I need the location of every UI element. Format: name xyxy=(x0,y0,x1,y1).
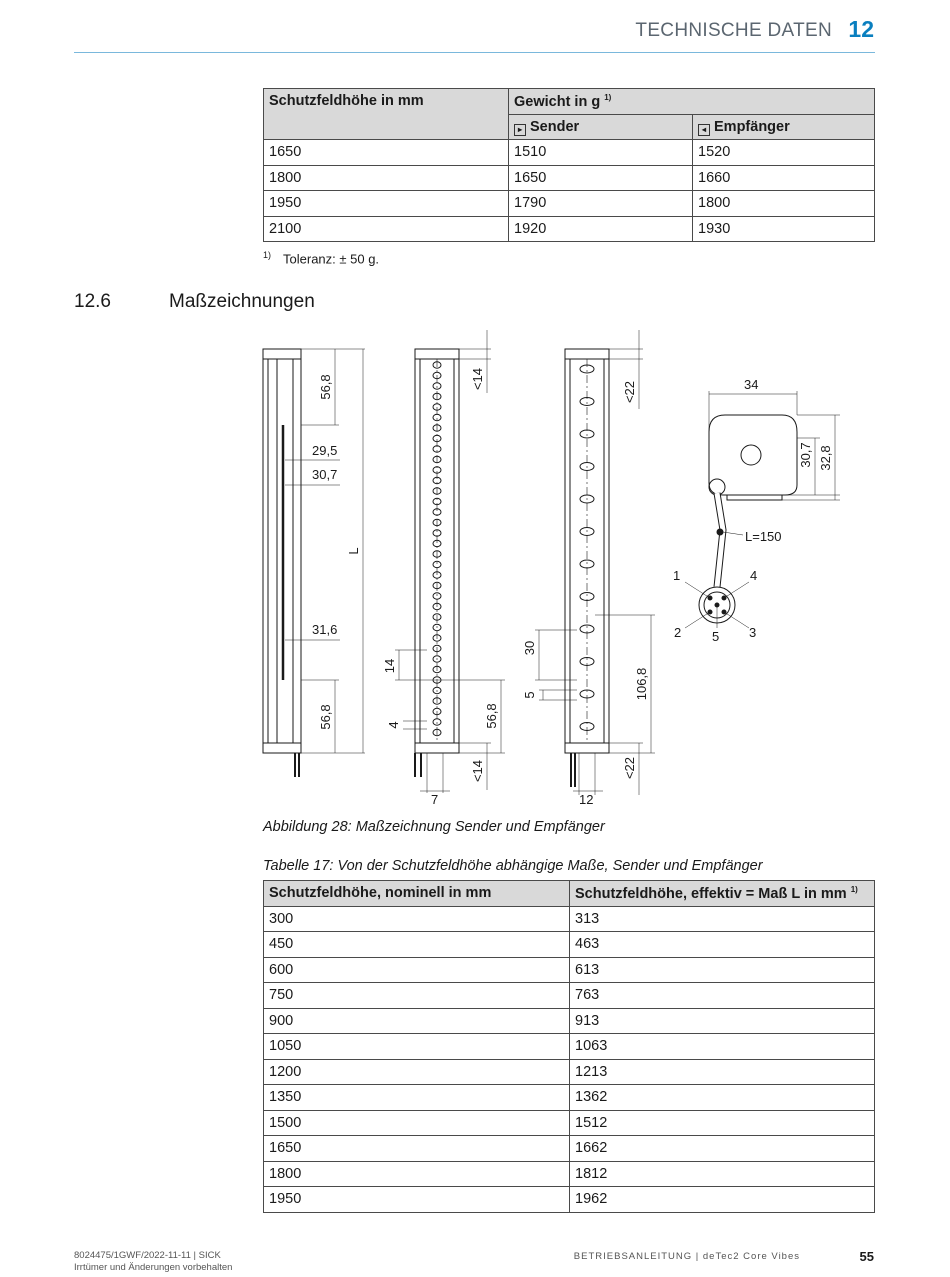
receiver-icon: ◂ xyxy=(698,124,710,136)
footer-disclaimer: Irrtümer und Änderungen vorbehalten xyxy=(74,1262,233,1273)
table-cell: 1350 xyxy=(264,1085,570,1111)
sender-icon: ▸ xyxy=(514,124,526,136)
table-cell: 463 xyxy=(570,932,875,958)
table-row xyxy=(264,932,875,958)
table-cell: 1800 xyxy=(693,191,875,217)
table-row xyxy=(264,1034,875,1060)
table-cell: 1662 xyxy=(570,1136,875,1162)
table-cell: 1500 xyxy=(264,1110,570,1136)
pin-5-label: 5 xyxy=(712,629,720,644)
dim-less-14-bottom: <14 xyxy=(470,759,485,783)
figure-caption: Abbildung 28: Maßzeichnung Sender und Empfänger xyxy=(263,819,605,835)
table-cell: 300 xyxy=(264,906,570,932)
weight-receiver-header: ◂ Empfänger xyxy=(693,114,875,140)
dim-col-effective-header: Schutzfeldhöhe, effektiv = Maß L in mm $^{1)}$ xyxy=(570,881,875,907)
dimension-table xyxy=(263,880,875,1213)
table-cell: 1660 xyxy=(693,165,875,191)
table-row xyxy=(264,1187,875,1213)
table-cell: 450 xyxy=(264,932,570,958)
footer-manual: BETRIEBSANLEITUNG | deTec2 Core Vibes xyxy=(573,1251,800,1262)
dim-30-7: 30,7 xyxy=(312,467,338,482)
table-cell: 1650 xyxy=(509,165,693,191)
side-view xyxy=(263,349,365,777)
table-row xyxy=(264,1008,875,1034)
weight-footnote: $^{1)}$ Toleranz: ± 50 g. xyxy=(263,250,380,267)
dim-56-8-top: 56,8 xyxy=(318,374,333,400)
footer-doc-id: 8024475/1GWF/2022-11-11 | SICK xyxy=(74,1250,221,1261)
table-cell: 1790 xyxy=(509,191,693,217)
dim-106-8: 106,8 xyxy=(634,667,649,701)
table-cell: 1812 xyxy=(570,1161,875,1187)
weight-sender-header: ▸ Sender xyxy=(509,114,693,140)
dim-31-6: 31,6 xyxy=(312,622,338,637)
table-row xyxy=(264,906,875,932)
table-cell: 1962 xyxy=(570,1187,875,1213)
table-cell: 1920 xyxy=(509,216,693,242)
table-row xyxy=(264,1161,875,1187)
table-caption: Tabelle 17: Von der Schutzfeldhöhe abhängige Maße, Sender und Empfänger xyxy=(263,858,763,874)
table-cell: 613 xyxy=(570,957,875,983)
table-row xyxy=(264,165,875,191)
table-cell: 1950 xyxy=(264,1187,570,1213)
table-cell: 1800 xyxy=(264,1161,570,1187)
table-cell: 1650 xyxy=(264,140,509,166)
dim-34: 34 xyxy=(744,377,759,392)
pin-4-label: 4 xyxy=(750,568,758,583)
header-divider xyxy=(74,52,875,53)
table-cell: 313 xyxy=(570,906,875,932)
dim-56-8-mid: 56,8 xyxy=(484,703,499,729)
header-section-title: TECHNISCHE DATEN xyxy=(635,20,832,41)
section-title: Maßzeichnungen xyxy=(169,291,315,312)
table-row xyxy=(264,983,875,1009)
table-cell: 600 xyxy=(264,957,570,983)
table-row xyxy=(264,191,875,217)
pin-2-label: 2 xyxy=(674,625,682,640)
dim-30: 30 xyxy=(522,640,537,656)
table-cell: 1200 xyxy=(264,1059,570,1085)
table-row xyxy=(264,957,875,983)
dim-14: 14 xyxy=(382,658,397,674)
page-number: 55 xyxy=(859,1249,874,1264)
section-number: 12.6 xyxy=(74,291,111,312)
dim-4: 4 xyxy=(386,721,401,729)
weight-group-header: Gewicht in g $^{1)}$ xyxy=(509,89,875,115)
table-cell: 1950 xyxy=(264,191,509,217)
table-cell: 1063 xyxy=(570,1034,875,1060)
weight-table xyxy=(263,88,875,242)
table-cell: 900 xyxy=(264,1008,570,1034)
pin-3-label: 3 xyxy=(749,625,757,640)
dim-12: 12 xyxy=(579,792,594,807)
table-cell: 1930 xyxy=(693,216,875,242)
dim-less-22-bottom: <22 xyxy=(622,756,637,780)
table-row xyxy=(264,216,875,242)
table-cell: 1800 xyxy=(264,165,509,191)
dim-32-8: 32,8 xyxy=(818,445,833,471)
dim-less-22-top: <22 xyxy=(622,380,637,404)
dim-56-8-bottom: 56,8 xyxy=(318,704,333,730)
table-cell: 2100 xyxy=(264,216,509,242)
dim-5: 5 xyxy=(522,691,537,699)
dim-L: L xyxy=(346,547,361,555)
table-cell: 1650 xyxy=(264,1136,570,1162)
table-cell: 1520 xyxy=(693,140,875,166)
table-cell: 913 xyxy=(570,1008,875,1034)
pin-1-label: 1 xyxy=(673,568,681,583)
dim-30-7-connector: 30,7 xyxy=(798,442,813,468)
receiver-front-view xyxy=(535,330,655,795)
table-cell: 1512 xyxy=(570,1110,875,1136)
table-row xyxy=(264,1059,875,1085)
weight-col-height-header: Schutzfeldhöhe in mm xyxy=(264,89,509,140)
connector-detail xyxy=(685,391,840,628)
header-chapter-number: 12 xyxy=(848,16,874,42)
dimension-drawing xyxy=(255,325,855,810)
table-cell: 763 xyxy=(570,983,875,1009)
table-cell: 1362 xyxy=(570,1085,875,1111)
dim-col-nominal-header: Schutzfeldhöhe, nominell in mm xyxy=(264,881,570,907)
cable-length: L=150 xyxy=(745,529,782,544)
table-row xyxy=(264,140,875,166)
table-cell: 750 xyxy=(264,983,570,1009)
table-cell: 1510 xyxy=(509,140,693,166)
footer-doc-info xyxy=(74,1250,232,1274)
table-cell: 1213 xyxy=(570,1059,875,1085)
dim-29-5: 29,5 xyxy=(312,443,338,458)
table-row xyxy=(264,1110,875,1136)
table-row xyxy=(264,1085,875,1111)
dim-less-14-top: <14 xyxy=(470,367,485,391)
table-row xyxy=(264,1136,875,1162)
dim-7: 7 xyxy=(431,792,439,807)
table-cell: 1050 xyxy=(264,1034,570,1060)
